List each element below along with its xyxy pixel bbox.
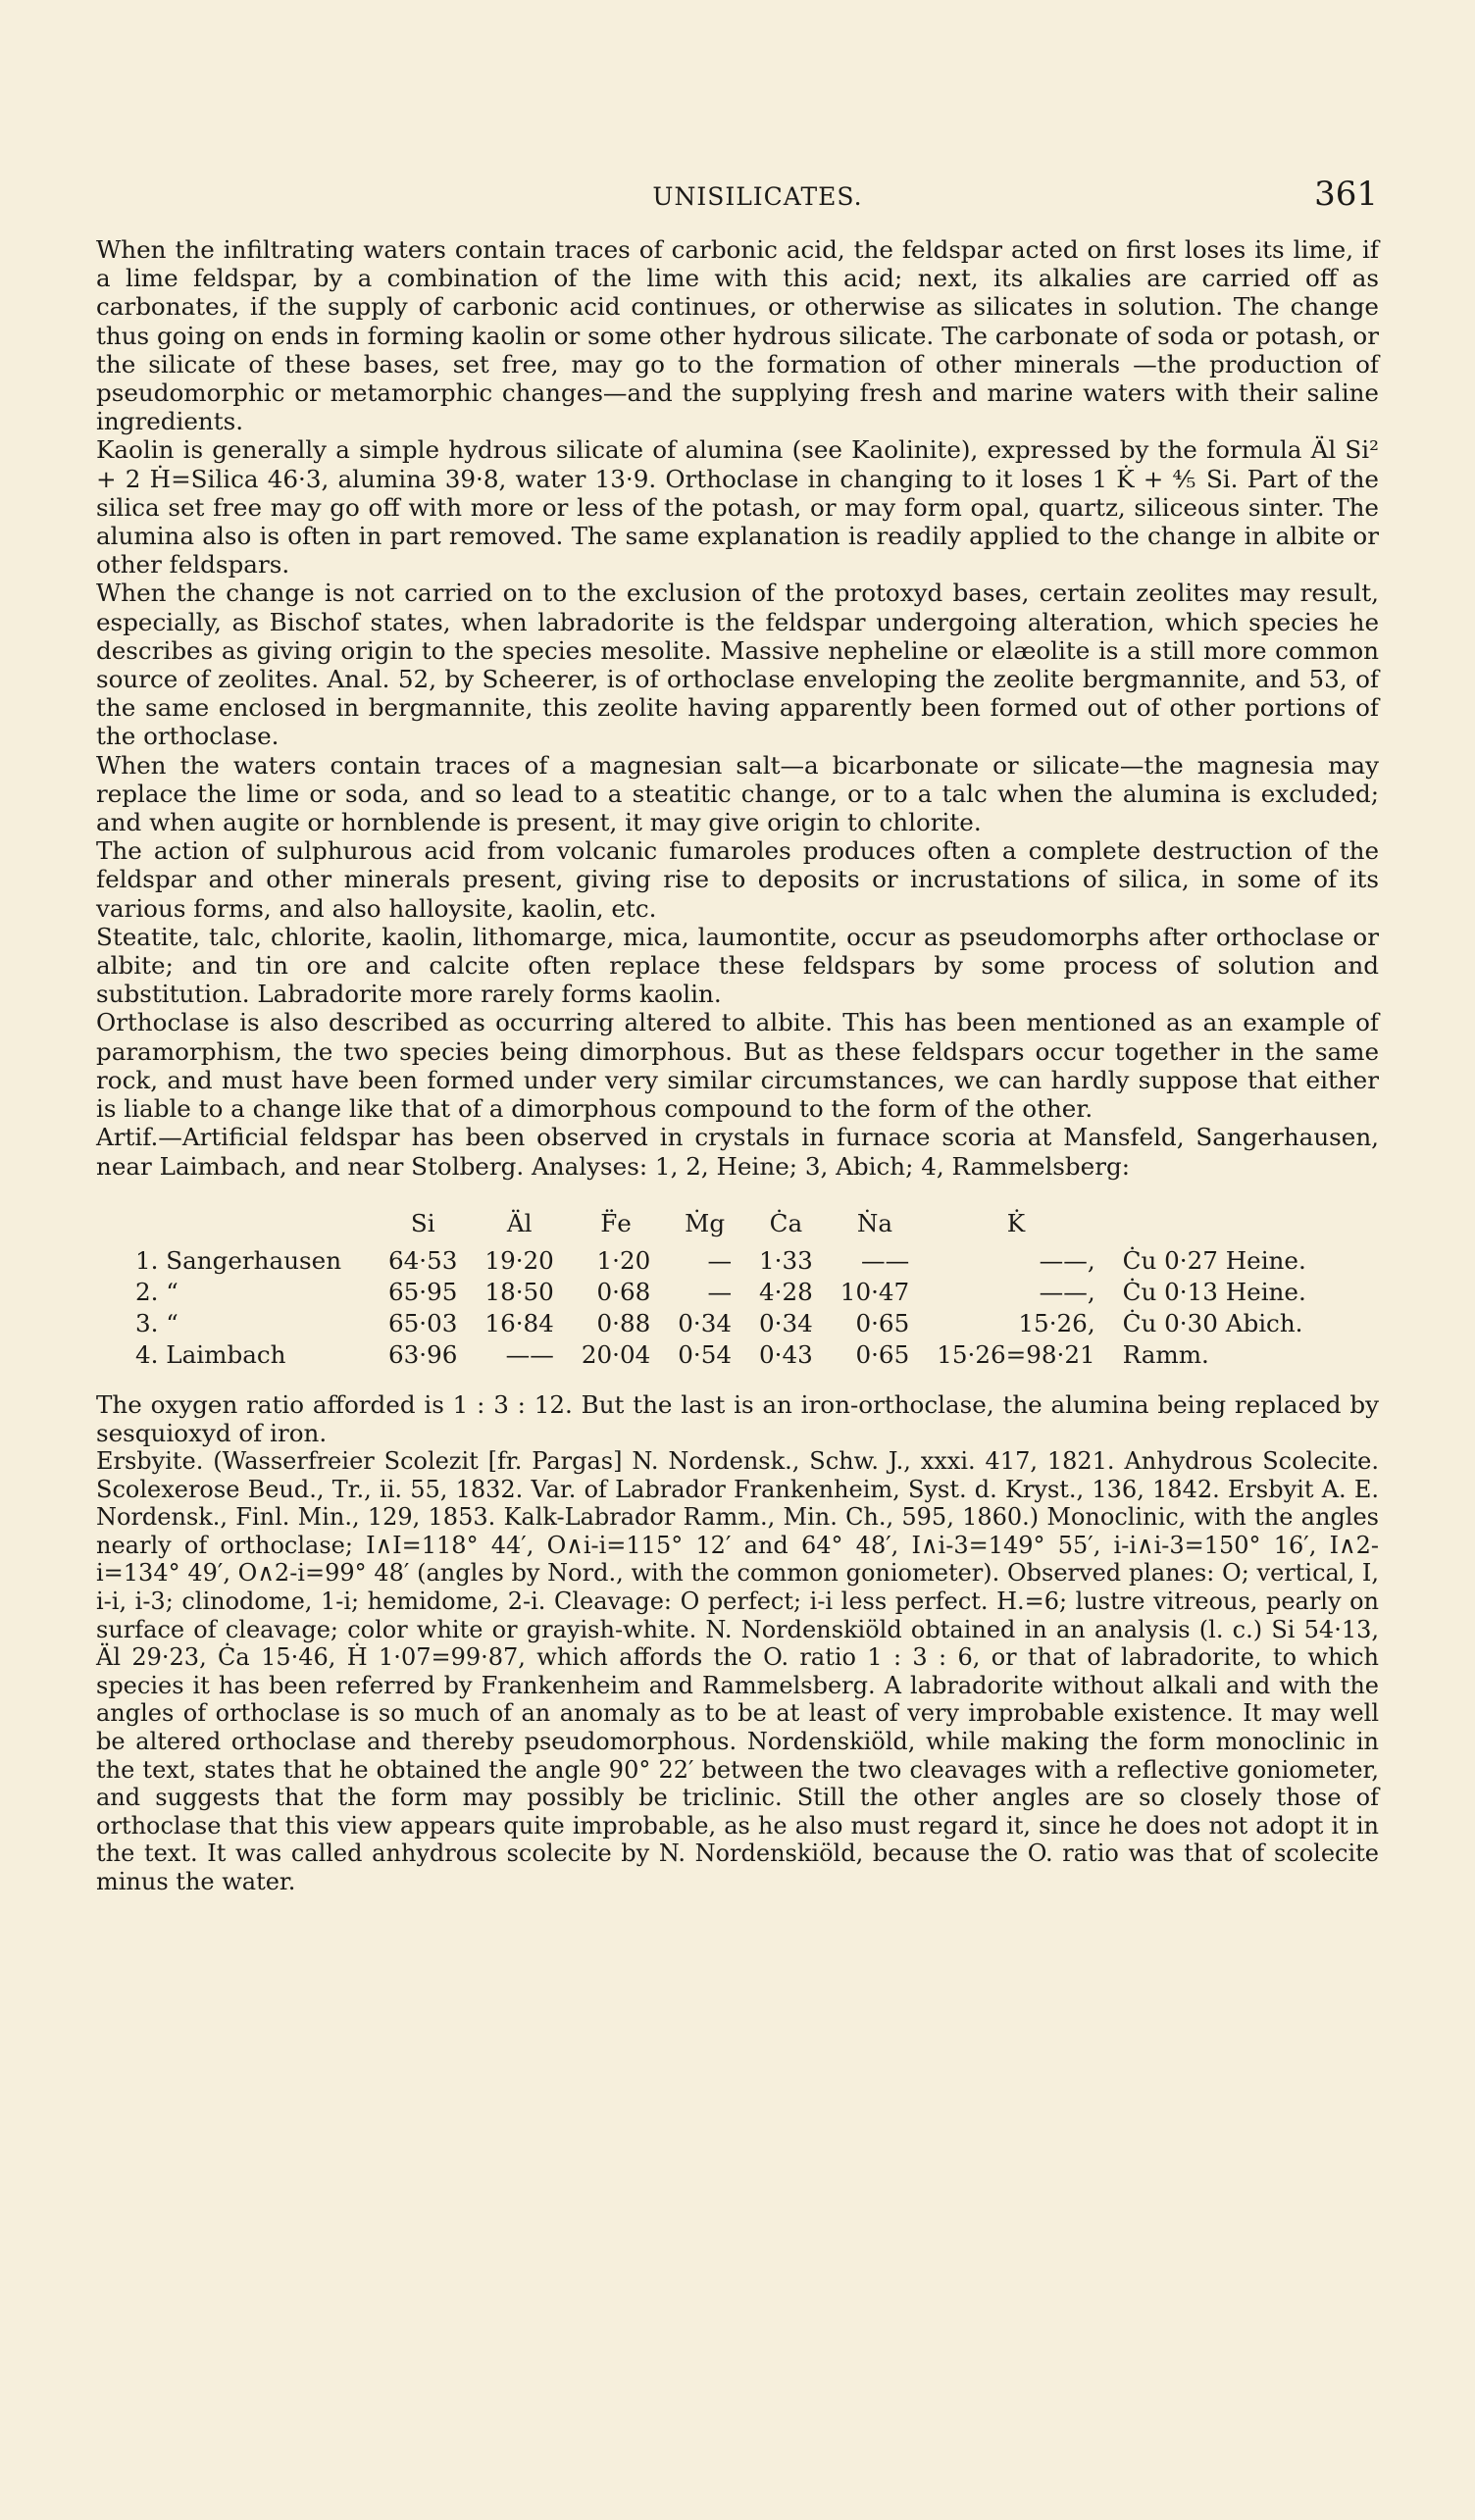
page-number: 361 — [1314, 175, 1378, 214]
table-cell: 64·53 — [388, 1245, 458, 1275]
table-cell: — — [707, 1277, 733, 1306]
table-cell: 1·20 — [596, 1245, 651, 1275]
column-header: Ṅa — [856, 1208, 893, 1237]
table-cell: 0·43 — [759, 1339, 813, 1369]
table-cell: 63·96 — [388, 1339, 458, 1369]
table-row — [135, 1339, 1320, 1371]
running-head: UNISILICATES. — [652, 182, 863, 211]
paragraph-zeolites: When the change is not carried on to the exclusion of the protoxyd bases, certain zeolites may result, especially, as Bischof states, when labradorite is the feldspar undergoing alteration, which species he describes as giving origin to the species mesolite. Massive nepheline or elæolite is a still more common source of zeolites. Anal. 52, by Scheerer, is of orthoclase enveloping the zeolite bergmannite, and 53, of the same enclosed in bergmannite, this zeolite having apparently been formed out of other portions of the orthoclase. — [96, 579, 1379, 751]
table-row — [135, 1277, 1320, 1308]
table-cell: ——, — [1039, 1245, 1095, 1275]
table-cell: 19·20 — [484, 1245, 554, 1275]
column-header: Äl — [506, 1208, 533, 1237]
table-cell: 0·68 — [596, 1277, 651, 1306]
row-label: 4. Laimbach — [135, 1339, 286, 1369]
body-text — [96, 235, 1379, 1896]
column-header — [1109, 1208, 1320, 1245]
page-header — [137, 175, 1378, 220]
table-cell: 1·33 — [759, 1245, 813, 1275]
table-cell: 0·65 — [855, 1339, 910, 1369]
table-cell: Ramm. — [1122, 1339, 1209, 1369]
table-cell: 16·84 — [484, 1308, 554, 1337]
table-cell: Ċu 0·27 Heine. — [1122, 1245, 1306, 1275]
column-header: Ċa — [769, 1208, 803, 1237]
table-cell: — — [707, 1245, 733, 1275]
analyses-header-row — [135, 1208, 1320, 1245]
analyses-table — [135, 1208, 1320, 1371]
table-cell: 15·26=98·21 — [937, 1339, 1095, 1369]
table-cell: 20·04 — [581, 1339, 651, 1369]
row-label: 2. “ — [135, 1277, 178, 1306]
paragraph-pseudomorphs: Steatite, talc, chlorite, kaolin, lithomarge, mica, laumontite, occur as pseudomorphs after orthoclase or albite; and tin ore and calcite often replace these feldspars by some process of solution and substitution. Labradorite more rarely forms kaolin. — [96, 922, 1379, 1009]
table-cell: 0·65 — [855, 1308, 910, 1337]
table-cell: 65·95 — [388, 1277, 458, 1306]
paragraph-sulphurous-acid: The action of sulphurous acid from volcanic fumaroles produces often a complete destruction of the feldspar and other minerals present, giving rise to deposits or incrustations of silica, in some of its various forms, and also halloysite, kaolin, etc. — [96, 836, 1379, 923]
row-label: 1. Sangerhausen — [135, 1245, 342, 1275]
table-cell: 0·88 — [596, 1308, 651, 1337]
table-row — [135, 1308, 1320, 1339]
table-cell: 15·26, — [1018, 1308, 1095, 1337]
table-cell: —— — [861, 1245, 910, 1275]
column-header: Ṁg — [685, 1208, 726, 1237]
column-header: K̇ — [1006, 1208, 1026, 1237]
paragraph-kaolin: Kaolin is generally a simple hydrous silicate of alumina (see Kaolinite), expressed by the formula Äl Si² + 2 Ḣ=Silica 46·3, alumina 39·8, water 13·9. Orthoclase in changing to it loses 1 K̇ + ⅘ Si. Part of the silica set free may go off with more or less of the potash, or may form opal, quartz, siliceous sinter. The alumina also is often in part removed. The same explanation is readily applied to the change in albite or other feldspars. — [96, 435, 1379, 580]
table-cell: 0·54 — [678, 1339, 733, 1369]
paragraph-ersbyite: Ersbyite. (Wasserfreier Scolezit [fr. Pargas] N. Nordensk., Schw. J., xxxi. 417, 1821. Anhydrous Scolecite. Scolexerose Beud., Tr., ii. 55, 1832. Var. of Labrador Frankenheim, Syst. d. Kryst., 136, 1842. Ersbyit A. E. Nordensk., Finl. Min., 129, 1853. Kalk-Labrador Ramm., Min. Ch., 595, 1860.) Monoclinic, with the angles nearly of orthoclase; I∧I=118° 44′, O∧i-i=115° 12′ and 64° 48′, I∧i-3=149° 55′, i-i∧i-3=150° 16′, I∧2-i=134° 49′, O∧2-i=99° 48′ (angles by Nord., with the common goniometer). Observed planes: O; vertical, I, i-i, i-3; clinodome, 1-i; hemidome, 2-i. Cleavage: O perfect; i-i less perfect. H.=6; lustre vitreous, pearly on surface of cleavage; color white or grayish-white. N. Nordenskiöld obtained in an analysis (l. c.) Si 54·13, Äl 29·23, Ċa 15·46, Ḣ 1·07=99·87, which affords the O. ratio 1 : 3 : 6, or that of labradorite, to which species it has been referred by Frankenheim and Rammelsberg. A labradorite without alkali and with the angles of orthoclase is so much of an anomaly as to be at least of very improbable existence. It may well be altered orthoclase and thereby pseudomorphous. Nordenskiöld, while making the form monoclinic in the text, states that he obtained the angle 90° 22′ between the two cleavages with a reflective goniometer, and suggests that the form may possibly be triclinic. Still the other angles are so closely those of orthoclase that this view appears quite improbable, as he also must regard it, since he does not adopt it in the text. It was called anhydrous scolecite by N. Nordenskiöld, because the O. ratio was that of scolecite minus the water. — [96, 1447, 1379, 1896]
table-cell: —— — [505, 1339, 554, 1369]
paragraph-magnesian-salt: When the waters contain traces of a magnesian salt—a bicarbonate or silicate—the magnesia may replace the lime or soda, and so lead to a steatitic change, or to a talc when the alumina is excluded; and when augite or hornblende is present, it may give origin to chlorite. — [96, 750, 1379, 837]
paragraph-paramorphism: Orthoclase is also described as occurring altered to albite. This has been mentioned as an example of paramorphism, the two species being dimorphous. But as these feldspars occur together in the same rock, and must have been formed under very similar circumstances, we can hardly suppose that either is liable to a change like that of a dimorphous compound to the form of the other. — [96, 1008, 1379, 1124]
column-header: Si — [410, 1208, 435, 1237]
column-header: F̈e — [600, 1208, 632, 1237]
table-cell: 10·47 — [839, 1277, 910, 1306]
table-cell: 65·03 — [388, 1308, 458, 1337]
paragraph-artificial: Artif.—Artificial feldspar has been observed in crystals in furnace scoria at Mansfeld, Sangerhausen, near Laimbach, and near Stolberg. Analyses: 1, 2, Heine; 3, Abich; 4, Rammelsberg: — [96, 1123, 1379, 1181]
table-row — [135, 1245, 1320, 1277]
table-cell: ——, — [1039, 1277, 1095, 1306]
column-header — [135, 1208, 375, 1245]
table-cell: 0·34 — [759, 1308, 813, 1337]
paragraph-infiltrating-waters: When the infiltrating waters contain traces of carbonic acid, the feldspar acted on first loses its lime, if a lime feldspar, by a combination of the lime with this acid; next, its alkalies are carried off as carbonates, if the supply of carbonic acid continues, or otherwise as silicates in solution. The change thus going on ends in forming kaolin or some other hydrous silicate. The carbonate of soda or potash, or the silicate of these bases, set free, may go to the formation of other minerals —the production of pseudomorphic or metamorphic changes—and the supplying fresh and marine waters with their saline ingredients. — [96, 235, 1379, 436]
paragraph-oxygen-ratio: The oxygen ratio afforded is 1 : 3 : 12. But the last is an iron-orthoclase, the alumina being replaced by sesquioxyd of iron. — [96, 1389, 1379, 1447]
table-cell: 4·28 — [759, 1277, 813, 1306]
table-cell: 0·34 — [678, 1308, 733, 1337]
table-cell: Ċu 0·13 Heine. — [1122, 1277, 1306, 1306]
table-cell: Ċu 0·30 Abich. — [1122, 1308, 1303, 1337]
row-label: 3. “ — [135, 1308, 178, 1337]
table-cell: 18·50 — [484, 1277, 554, 1306]
